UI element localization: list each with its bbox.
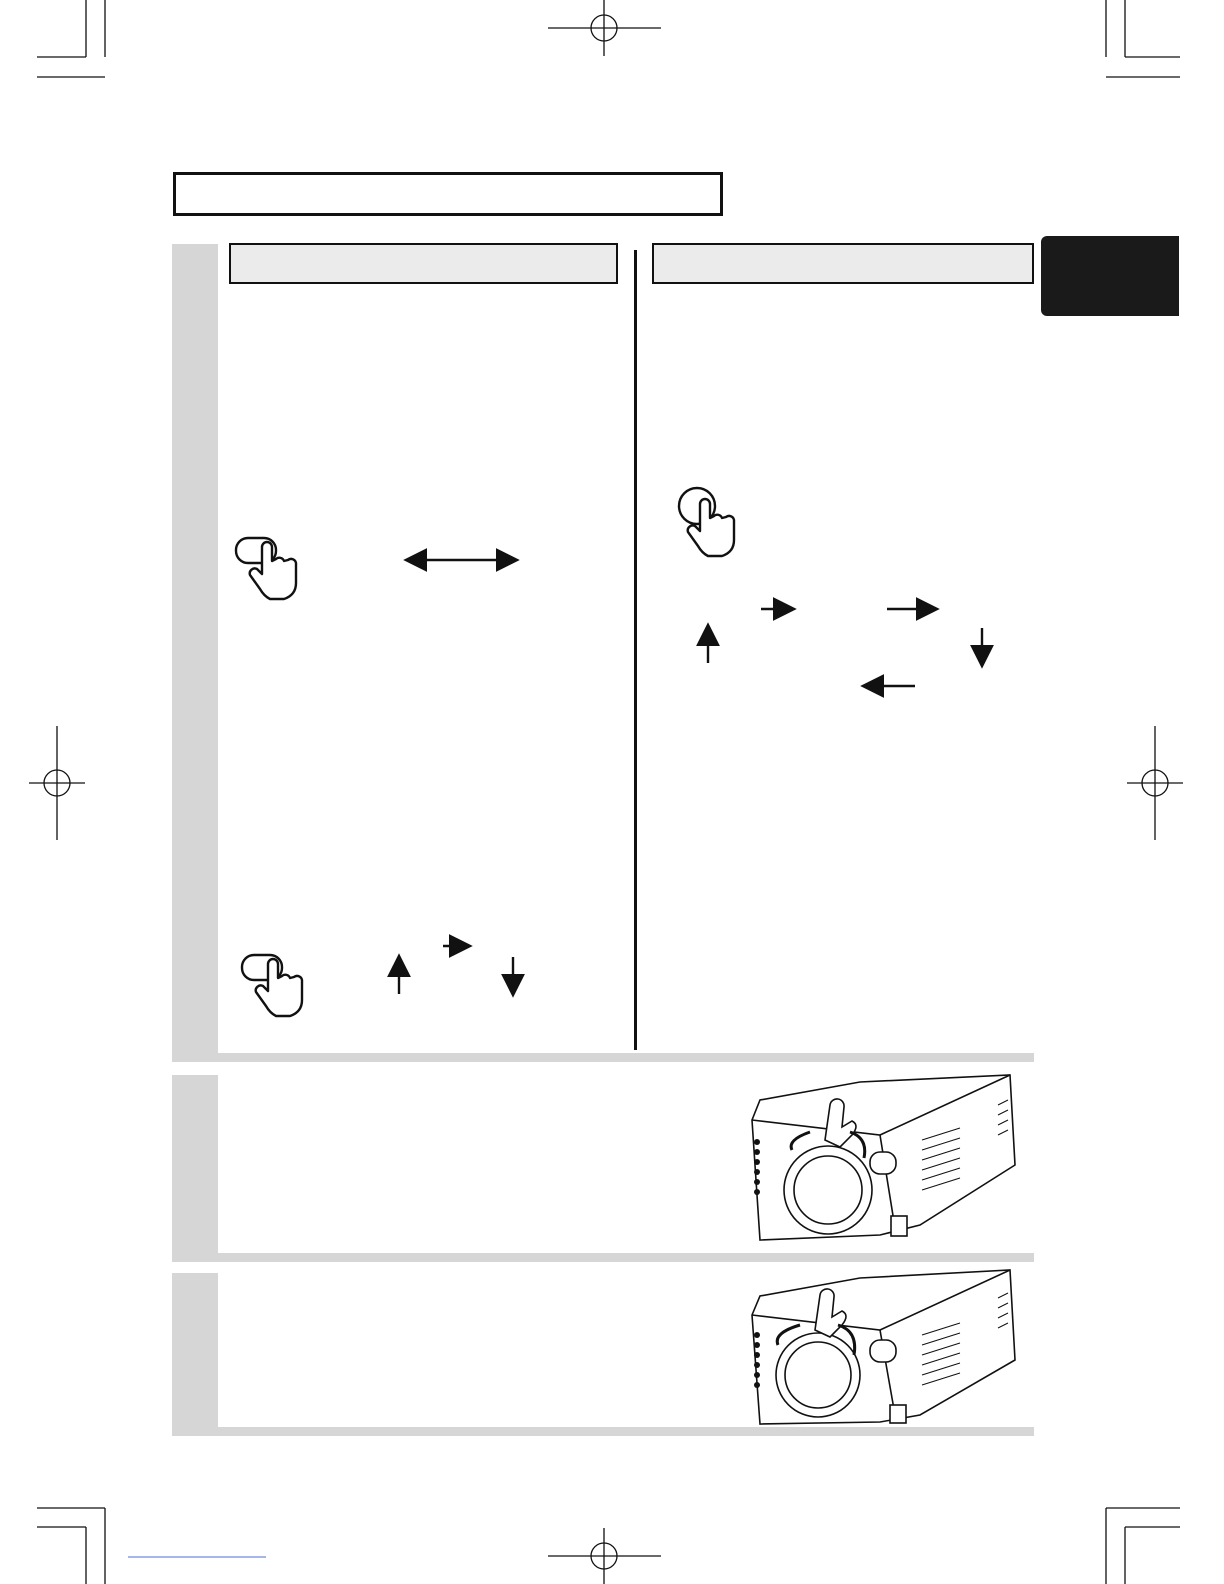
projector-lens-adjust-illustration — [752, 1075, 1015, 1240]
projector-lens-adjust-illustration — [752, 1270, 1015, 1424]
